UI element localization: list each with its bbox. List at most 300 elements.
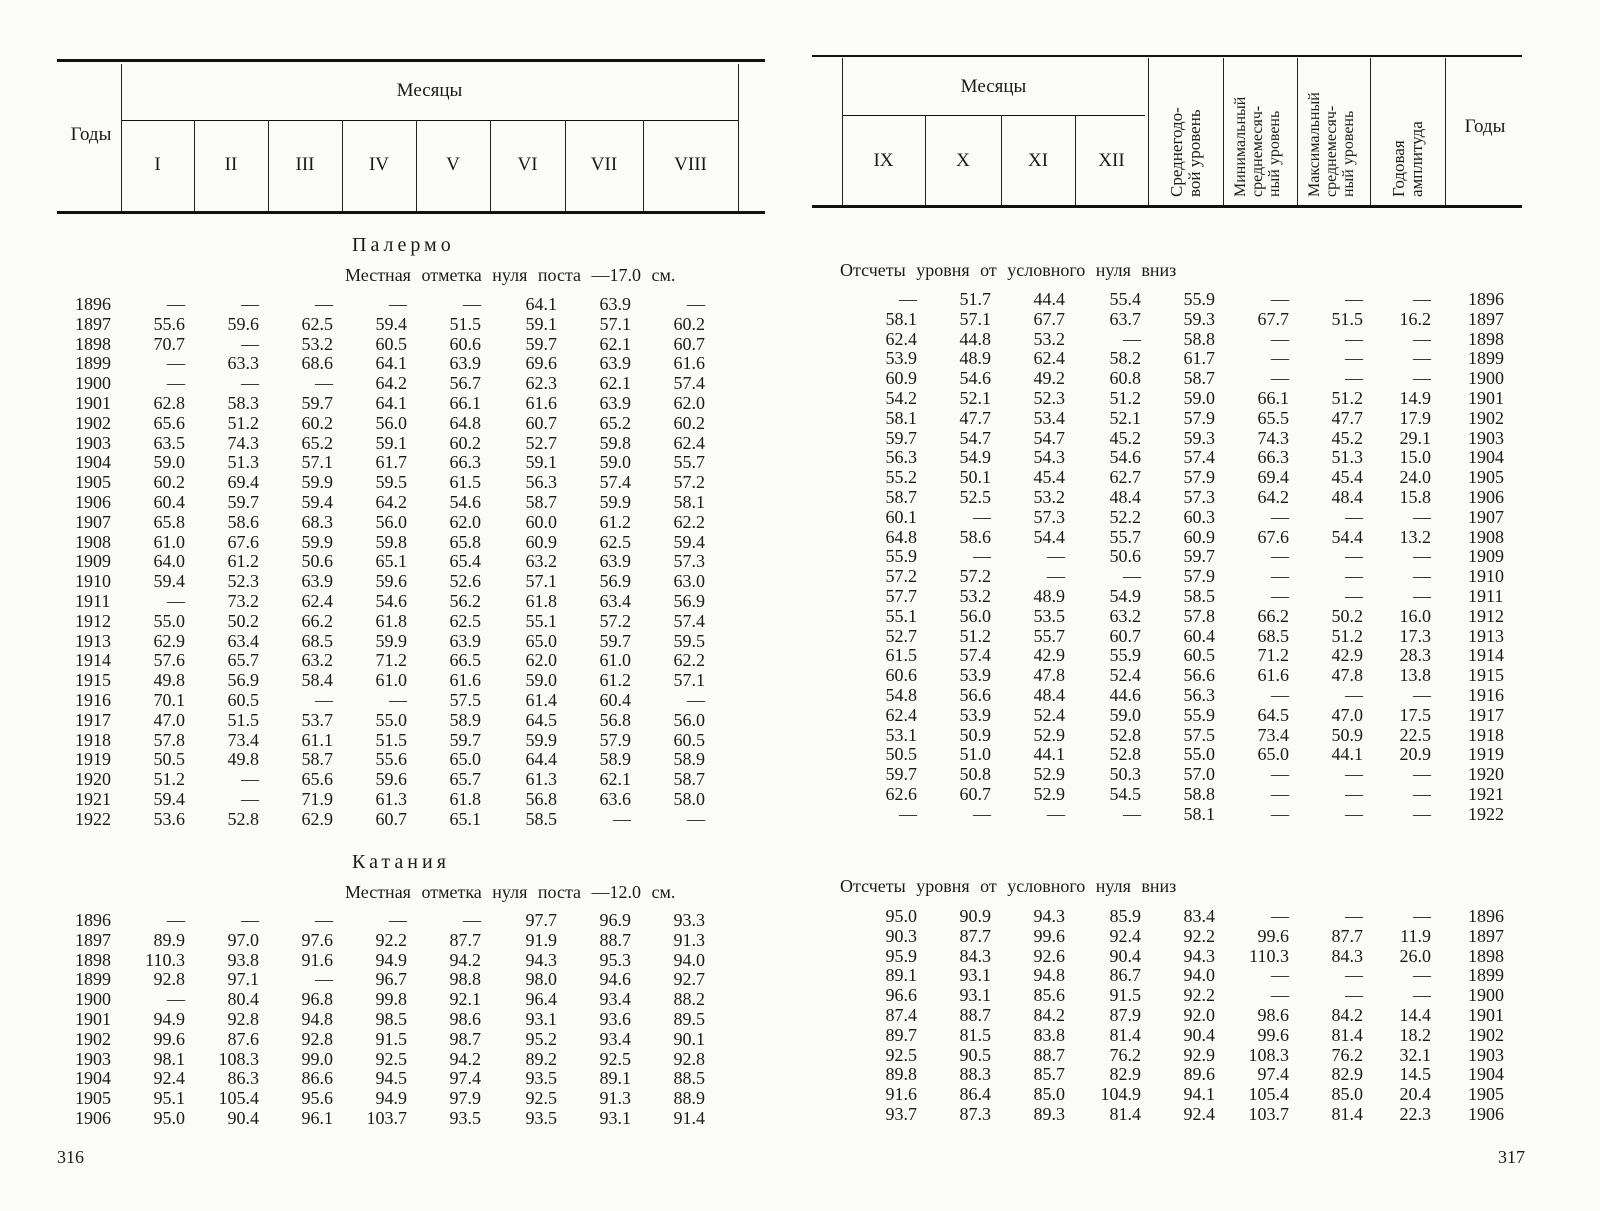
table-cell: 57.2: [599, 610, 631, 631]
table-cell: 53.6: [153, 808, 185, 829]
table-cell: 1919: [75, 749, 111, 770]
table-cell: 83.4: [1183, 906, 1215, 926]
table-cell: —: [241, 333, 259, 354]
table-cell: 87.7: [959, 925, 991, 946]
table-cell: 57.3: [1033, 506, 1065, 527]
table-cell: 61.2: [227, 551, 259, 572]
table-cell: 50.9: [959, 724, 991, 745]
table-cell: 58.1: [673, 492, 705, 512]
table-cell: 1903: [75, 432, 111, 453]
table-cell: 57.2: [959, 566, 991, 587]
table-cell: —: [167, 294, 185, 314]
table-cell: 84.2: [1331, 1005, 1363, 1025]
table-cell: —: [241, 294, 259, 314]
table-cell: 1918: [1468, 724, 1504, 745]
table-cell: 47.8: [1331, 665, 1363, 686]
table-cell: 58.6: [959, 526, 991, 547]
table-cell: —: [1413, 368, 1431, 389]
table-cell: 98.6: [449, 1009, 481, 1029]
table-cell: 60.5: [375, 333, 407, 354]
table-cell: 59.9: [301, 472, 333, 493]
table-cell: 93.4: [599, 1028, 631, 1049]
table-cell: 51.2: [959, 625, 991, 646]
table-cell: 99.6: [1033, 925, 1065, 946]
month-VI: VI: [517, 154, 538, 175]
table-cell: 89.9: [153, 929, 185, 950]
catania-title: Катания: [352, 851, 450, 873]
table-cell: 53.4: [1033, 407, 1065, 428]
amplitude-header: Годовая амплитуда: [1389, 121, 1426, 197]
table-cell: 62.4: [673, 432, 705, 453]
table-cell: 47.8: [1033, 665, 1065, 686]
table-cell: 94.5: [375, 1068, 407, 1089]
table-cell: —: [315, 690, 333, 710]
table-cell: 92.9: [1183, 1044, 1215, 1065]
table-cell: 59.7: [1183, 546, 1215, 567]
table-cell: 45.2: [1109, 427, 1141, 448]
table-cell: 99.6: [153, 1028, 185, 1049]
table-cell: —: [1271, 506, 1289, 527]
table-cell: 63.6: [599, 789, 631, 809]
table-cell: 63.3: [227, 353, 259, 374]
table-cell: 1900: [1468, 368, 1504, 389]
table-cell: 61.2: [599, 670, 631, 691]
table-cell: 55.1: [885, 605, 917, 626]
table-cell: 59.3: [1183, 427, 1215, 448]
table-cell: 69.6: [525, 353, 557, 374]
table-cell: 57.1: [673, 670, 705, 691]
table-cell: 55.2: [885, 467, 917, 488]
table-cell: 86.3: [227, 1068, 259, 1089]
table-cell: 47.0: [153, 709, 185, 730]
table-cell: —: [613, 808, 631, 829]
table-cell: 1901: [1468, 1005, 1504, 1025]
table-cell: 94.3: [1033, 906, 1065, 926]
table-cell: 64.8: [449, 412, 481, 433]
table-cell: 48.4: [1033, 685, 1065, 705]
table-cell: —: [1345, 906, 1363, 926]
table-cell: 50.5: [153, 749, 185, 770]
table-cell: 110.3: [145, 949, 185, 970]
table-cell: 60.4: [599, 690, 631, 710]
table-cell: 1909: [75, 551, 111, 572]
table-cell: 48.4: [1109, 487, 1141, 507]
table-cell: 44.1: [1331, 744, 1363, 765]
table-cell: 59.4: [153, 789, 185, 809]
month-X: X: [956, 150, 970, 171]
month-XII: XII: [1098, 150, 1125, 171]
table-cell: 64.0: [153, 551, 185, 572]
table-cell: —: [1413, 506, 1431, 527]
table-cell: 1915: [75, 670, 111, 691]
table-cell: 91.5: [1109, 985, 1141, 1006]
table-cell: 57.6: [153, 650, 185, 671]
table-cell: 1909: [1468, 546, 1504, 567]
table-cell: 11.9: [1400, 925, 1431, 946]
table-cell: 52.1: [959, 388, 991, 408]
table-cell: 99.6: [1257, 1024, 1289, 1045]
table-cell: 15.0: [1399, 447, 1431, 468]
table-cell: 1914: [1468, 645, 1504, 666]
table-cell: 59.6: [375, 571, 407, 592]
table-cell: 1906: [75, 492, 111, 512]
table-cell: 1918: [75, 729, 111, 750]
table-cell: 58.8: [1183, 784, 1215, 804]
table-cell: 1898: [75, 333, 111, 354]
table-cell: 95.6: [301, 1088, 333, 1109]
table-cell: 54.6: [1109, 447, 1141, 468]
table-cell: 57.4: [1183, 447, 1215, 468]
table-cell: 56.8: [525, 789, 557, 809]
table-cell: 61.3: [375, 789, 407, 809]
table-cell: 103.7: [366, 1108, 407, 1128]
table-cell: 52.7: [885, 625, 917, 646]
table-cell: 89.8: [885, 1064, 917, 1085]
table-cell: 61.2: [599, 511, 631, 532]
table-cell: 63.9: [599, 353, 631, 374]
table-cell: 96.6: [885, 985, 917, 1006]
table-cell: 54.5: [1109, 784, 1141, 804]
table-cell: 53.1: [885, 724, 917, 745]
table-cell: 65.8: [449, 531, 481, 552]
table-cell: 63.0: [673, 571, 705, 592]
table-cell: 52.9: [1033, 784, 1065, 804]
table-cell: 17.3: [1399, 625, 1431, 646]
table-cell: 61.6: [449, 670, 481, 691]
table-cell: 60.4: [1183, 625, 1215, 646]
table-cell: 67.7: [1033, 308, 1065, 329]
table-cell: 1899: [75, 353, 111, 374]
table-cell: —: [241, 910, 259, 930]
table-cell: 56.2: [449, 591, 481, 611]
table-cell: 55.7: [1109, 526, 1141, 547]
table-cell: 1913: [1468, 625, 1504, 646]
table-cell: 98.7: [449, 1028, 481, 1049]
table-cell: 1907: [75, 511, 111, 532]
table-cell: 95.2: [525, 1028, 557, 1049]
table-cell: 50.5: [885, 744, 917, 765]
table-cell: 1905: [75, 472, 111, 493]
table-cell: 59.0: [599, 452, 631, 473]
table-cell: 62.1: [599, 373, 631, 394]
table-cell: 89.6: [1183, 1064, 1215, 1085]
table-cell: 96.9: [599, 910, 631, 930]
table-cell: 87.4: [885, 1005, 917, 1025]
table-cell: 74.3: [227, 432, 259, 453]
table-cell: 56.3: [525, 472, 557, 493]
table-cell: 62.4: [301, 591, 333, 611]
table-cell: 96.8: [301, 989, 333, 1010]
table-cell: —: [1413, 566, 1431, 587]
table-cell: 81.4: [1109, 1104, 1141, 1124]
table-cell: 98.6: [1257, 1005, 1289, 1025]
table-cell: 68.3: [301, 511, 333, 532]
table-cell: 87.7: [449, 929, 481, 950]
table-cell: 93.3: [673, 910, 705, 930]
table-cell: 87.7: [1331, 925, 1363, 946]
table-cell: 47.7: [1331, 407, 1363, 428]
table-cell: 56.9: [227, 670, 259, 691]
table-cell: 1898: [1468, 945, 1504, 966]
table-cell: 60.7: [673, 333, 705, 354]
table-cell: 50.6: [301, 551, 333, 572]
table-cell: 1899: [1468, 348, 1504, 369]
table-cell: 59.0: [153, 452, 185, 473]
table-cell: 44.8: [959, 328, 991, 349]
table-cell: 47.7: [959, 407, 991, 428]
annual-mean-header: Среднегодо- вой уровень: [1167, 107, 1204, 197]
table-cell: 94.0: [673, 949, 705, 970]
table-cell: 61.8: [449, 789, 481, 809]
table-cell: —: [1345, 546, 1363, 567]
table-cell: 85.9: [1109, 906, 1141, 926]
table-cell: 51.2: [153, 769, 185, 790]
table-cell: 60.4: [153, 492, 185, 512]
table-cell: —: [1271, 566, 1289, 587]
table-cell: 57.0: [1183, 764, 1215, 785]
table-cell: 66.2: [1257, 605, 1289, 626]
table-cell: 68.6: [301, 353, 333, 374]
table-cell: 22.5: [1399, 724, 1431, 745]
table-cell: 95.1: [153, 1088, 185, 1109]
table-cell: 92.2: [375, 929, 407, 950]
table-cell: 14.4: [1399, 1005, 1431, 1025]
table-cell: 1912: [1468, 605, 1504, 626]
table-cell: 93.8: [227, 949, 259, 970]
table-cell: 1896: [75, 294, 111, 314]
table-cell: 58.5: [525, 808, 557, 829]
table-cell: 62.4: [885, 328, 917, 349]
table-cell: —: [1271, 586, 1289, 606]
table-cell: 58.9: [673, 749, 705, 770]
table-cell: 59.0: [1183, 388, 1215, 408]
table-cell: 63.9: [599, 551, 631, 572]
table-cell: —: [241, 769, 259, 790]
table-cell: 90.5: [959, 1044, 991, 1065]
table-cell: 59.9: [375, 630, 407, 651]
table-cell: 95.3: [599, 949, 631, 970]
table-cell: 1906: [1468, 487, 1504, 507]
table-cell: 64.1: [525, 294, 557, 314]
table-cell: 62.7: [1109, 467, 1141, 488]
table-cell: —: [1413, 328, 1431, 349]
table-cell: 1922: [1468, 803, 1504, 824]
table-cell: —: [1271, 546, 1289, 567]
table-cell: 56.3: [885, 447, 917, 468]
table-cell: 65.0: [449, 749, 481, 770]
month-V: V: [446, 154, 460, 175]
table-cell: 44.4: [1033, 289, 1065, 309]
table-cell: 63.9: [449, 630, 481, 651]
table-cell: 94.2: [449, 949, 481, 970]
table-cell: —: [1345, 586, 1363, 606]
table-cell: 52.8: [227, 808, 259, 829]
table-cell: 58.0: [673, 789, 705, 809]
table-cell: —: [973, 803, 991, 824]
table-cell: 51.5: [227, 709, 259, 730]
table-cell: 62.5: [449, 610, 481, 631]
table-cell: 65.2: [599, 412, 631, 433]
max-monthly-header: Максимальный среднемесяч- ный уровень: [1306, 92, 1357, 197]
table-cell: 57.9: [1183, 467, 1215, 488]
table-cell: 52.4: [1033, 704, 1065, 725]
table-cell: 57.7: [885, 586, 917, 606]
table-cell: 73.4: [227, 729, 259, 750]
table-cell: 92.5: [525, 1088, 557, 1109]
table-cell: 61.1: [301, 729, 333, 750]
table-cell: —: [1271, 348, 1289, 369]
table-cell: 1900: [75, 989, 111, 1010]
months-header: Месяцы: [396, 80, 463, 101]
table-cell: 1902: [1468, 407, 1504, 428]
table-cell: 84.3: [1331, 945, 1363, 966]
table-cell: 83.8: [1033, 1024, 1065, 1045]
table-cell: 1921: [1468, 784, 1504, 804]
table-cell: 51.7: [959, 289, 991, 309]
table-cell: 63.9: [599, 393, 631, 413]
table-cell: 60.9: [885, 368, 917, 389]
table-cell: 94.2: [449, 1048, 481, 1069]
table-cell: 1905: [1468, 1084, 1504, 1105]
table-cell: 60.9: [1183, 526, 1215, 547]
table-cell: 86.7: [1109, 965, 1141, 986]
table-cell: —: [1413, 906, 1431, 926]
table-cell: 60.2: [673, 313, 705, 334]
table-cell: 59.9: [599, 492, 631, 512]
table-cell: 1917: [75, 709, 111, 730]
table-cell: 61.5: [885, 645, 917, 666]
table-cell: 1917: [1468, 704, 1504, 725]
table-cell: 61.0: [153, 531, 185, 552]
table-cell: 60.1: [885, 506, 917, 527]
table-cell: 63.9: [449, 353, 481, 374]
table-cell: 59.5: [375, 472, 407, 493]
table-cell: 1922: [75, 808, 111, 829]
table-cell: 57.4: [673, 373, 705, 394]
table-cell: 82.9: [1331, 1064, 1363, 1085]
table-cell: 53.2: [959, 586, 991, 606]
table-cell: 80.4: [227, 989, 259, 1010]
table-cell: 76.2: [1109, 1044, 1141, 1065]
table-cell: 53.9: [959, 704, 991, 725]
table-cell: 104.9: [1100, 1084, 1141, 1105]
table-cell: 69.4: [1257, 467, 1289, 488]
table-cell: 70.7: [153, 333, 185, 354]
table-cell: 1919: [1468, 744, 1504, 765]
table-cell: 53.2: [1033, 328, 1065, 349]
table-cell: —: [1271, 906, 1289, 926]
table-cell: 56.0: [375, 511, 407, 532]
table-cell: 45.4: [1033, 467, 1065, 488]
table-cell: 1911: [75, 591, 111, 611]
table-cell: 52.5: [959, 487, 991, 507]
table-cell: 51.5: [375, 729, 407, 750]
table-cell: 42.9: [1033, 645, 1065, 666]
table-cell: 17.5: [1399, 704, 1431, 725]
table-cell: 1908: [75, 531, 111, 552]
table-cell: 57.1: [525, 571, 557, 592]
table-cell: 1903: [1468, 427, 1504, 448]
table-cell: 60.7: [375, 808, 407, 829]
table-cell: 66.3: [449, 452, 481, 473]
table-cell: 1898: [75, 949, 111, 970]
table-cell: 20.9: [1399, 744, 1431, 765]
table-cell: 103.7: [1248, 1104, 1289, 1124]
table-cell: 62.2: [673, 511, 705, 532]
table-cell: 55.7: [1033, 625, 1065, 646]
table-cell: 59.4: [673, 531, 705, 552]
table-cell: 51.0: [959, 744, 991, 765]
table-cell: 81.4: [1331, 1024, 1363, 1045]
table-cell: 1905: [1468, 467, 1504, 488]
table-cell: 1911: [1468, 586, 1504, 606]
table-cell: 92.7: [673, 969, 705, 990]
table-cell: 92.2: [1183, 985, 1215, 1006]
table-cell: 51.2: [227, 412, 259, 433]
table-cell: 61.7: [375, 452, 407, 473]
table-cell: —: [389, 294, 407, 314]
table-cell: —: [1123, 566, 1141, 587]
table-cell: —: [1413, 784, 1431, 804]
bottom-rule: [812, 205, 1522, 208]
table-cell: 90.9: [959, 906, 991, 926]
table-cell: 91.6: [885, 1084, 917, 1105]
table-cell: —: [167, 373, 185, 394]
table-cell: 81.4: [1109, 1024, 1141, 1045]
table-cell: 64.8: [885, 526, 917, 547]
table-cell: 62.4: [1033, 348, 1065, 369]
palermo-readings-note: Отсчеты уровня от условного нуля вниз: [840, 260, 1177, 280]
table-cell: 59.1: [375, 432, 407, 453]
table-cell: 1920: [1468, 764, 1504, 785]
table-cell: 51.2: [1109, 388, 1141, 408]
table-cell: 57.9: [1183, 566, 1215, 587]
table-cell: 89.1: [599, 1068, 631, 1089]
table-cell: 1912: [75, 610, 111, 631]
table-cell: 59.7: [885, 764, 917, 785]
table-cell: 54.6: [375, 591, 407, 611]
table-cell: —: [1271, 368, 1289, 389]
table-cell: 62.5: [301, 313, 333, 334]
table-cell: 1900: [1468, 985, 1504, 1006]
table-cell: —: [241, 789, 259, 809]
table-cell: 57.1: [599, 313, 631, 334]
table-cell: 54.7: [959, 427, 991, 448]
table-cell: 86.6: [301, 1068, 333, 1089]
table-cell: 61.7: [1183, 348, 1215, 369]
table-cell: 99.8: [375, 989, 407, 1010]
table-cell: 57.3: [1183, 487, 1215, 507]
table-cell: 89.2: [525, 1048, 557, 1069]
table-cell: 62.2: [673, 650, 705, 671]
table-cell: 65.1: [449, 808, 481, 829]
table-cell: 54.9: [1109, 586, 1141, 606]
table-cell: 90.4: [1183, 1024, 1215, 1045]
table-cell: 14.5: [1399, 1064, 1431, 1085]
table-cell: 53.5: [1033, 605, 1065, 626]
table-cell: 93.1: [959, 965, 991, 986]
table-cell: 60.6: [449, 333, 481, 354]
table-cell: 67.6: [1257, 526, 1289, 547]
table-cell: 63.9: [599, 294, 631, 314]
table-cell: 93.1: [525, 1009, 557, 1029]
table-cell: 55.0: [153, 610, 185, 631]
table-cell: 65.2: [301, 432, 333, 453]
table-cell: 56.3: [1183, 685, 1215, 705]
table-cell: 87.9: [1109, 1005, 1141, 1025]
table-cell: 95.0: [153, 1108, 185, 1128]
table-cell: —: [687, 690, 705, 710]
